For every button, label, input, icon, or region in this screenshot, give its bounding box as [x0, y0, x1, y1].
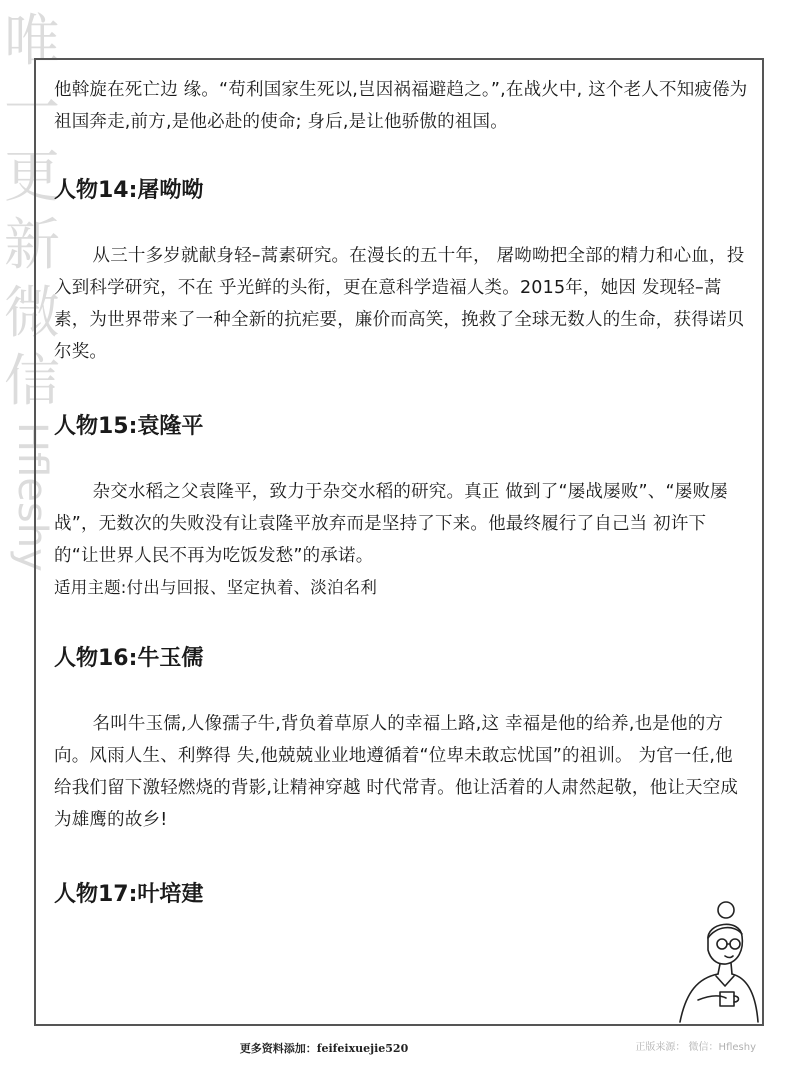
intro-paragraph: 他斡旋在死亡边 缘。“苟利国家生死以,岂因祸福避趋之。”,在战火中, 这个老人不知疲倦为祖国奔走,前方,是他必赴的使命; 身后,是让他骄傲的祖国。 — [54, 80, 748, 132]
footer-source: 正版来源： 微信：Hfleshy — [635, 1042, 756, 1053]
heading-person-14: 人物14:屠呦呦 — [54, 178, 204, 203]
footer-contact-text: 更多资料添加：feifeixuejie520 — [239, 1042, 409, 1055]
heading-person-17: 人物17:叶培建 — [54, 882, 204, 907]
paragraph-person-14: 从三十多岁就献身轻–蒿素研究。在漫长的五十年， 屠呦呦把全部的精力和心血，投入到科学研究，不在 乎光鲜的头衔，更在意科学造福人类。2015年，她因 发现轻–蒿素，为世界带来了一种全新的抗疟要，廉价而高笑，挽救了全球无数人的生命，获得诺贝尔奖。 — [54, 246, 745, 362]
watermark-text: 唯一更新微信 — [4, 9, 60, 414]
paragraph-person-16: 名叫牛玉儒,人像孺子牛,背负着草原人的幸福上路,这 幸福是他的给养,也是他的方向。风雨人生、利弊得 失,他兢兢业业地遵循着“位卑未敢忘忧国”的祖训。 为官一任,他给我们留下激轻燃烧的背影,让精神穿越 时代常青。他让活着的人肃然起敬，他让天空成为雄鹰的故乡! — [54, 714, 739, 830]
heading-person-16: 人物16:牛玉儒 — [54, 646, 204, 671]
woman-with-glasses-icon — [668, 900, 762, 1024]
theme-line-person-15: 适用主题:付出与回报、坚定执着、淡泊名利 — [54, 578, 378, 597]
document-content — [54, 74, 750, 910]
watermark-latin: Hfleshy — [9, 422, 55, 572]
paragraph-person-15: 杂交水稻之父袁隆平，致力于杂交水稻的研究。真正 做到了“屡战屡败”、“屡败屡战”，无数次的失败没有让袁隆平放弃而是坚持了下来。他最终履行了自己当 初许下的“让世界人民不再为吃饭发愁”的承诺。 — [54, 482, 728, 566]
heading-person-15: 人物15:袁隆平 — [54, 414, 204, 439]
